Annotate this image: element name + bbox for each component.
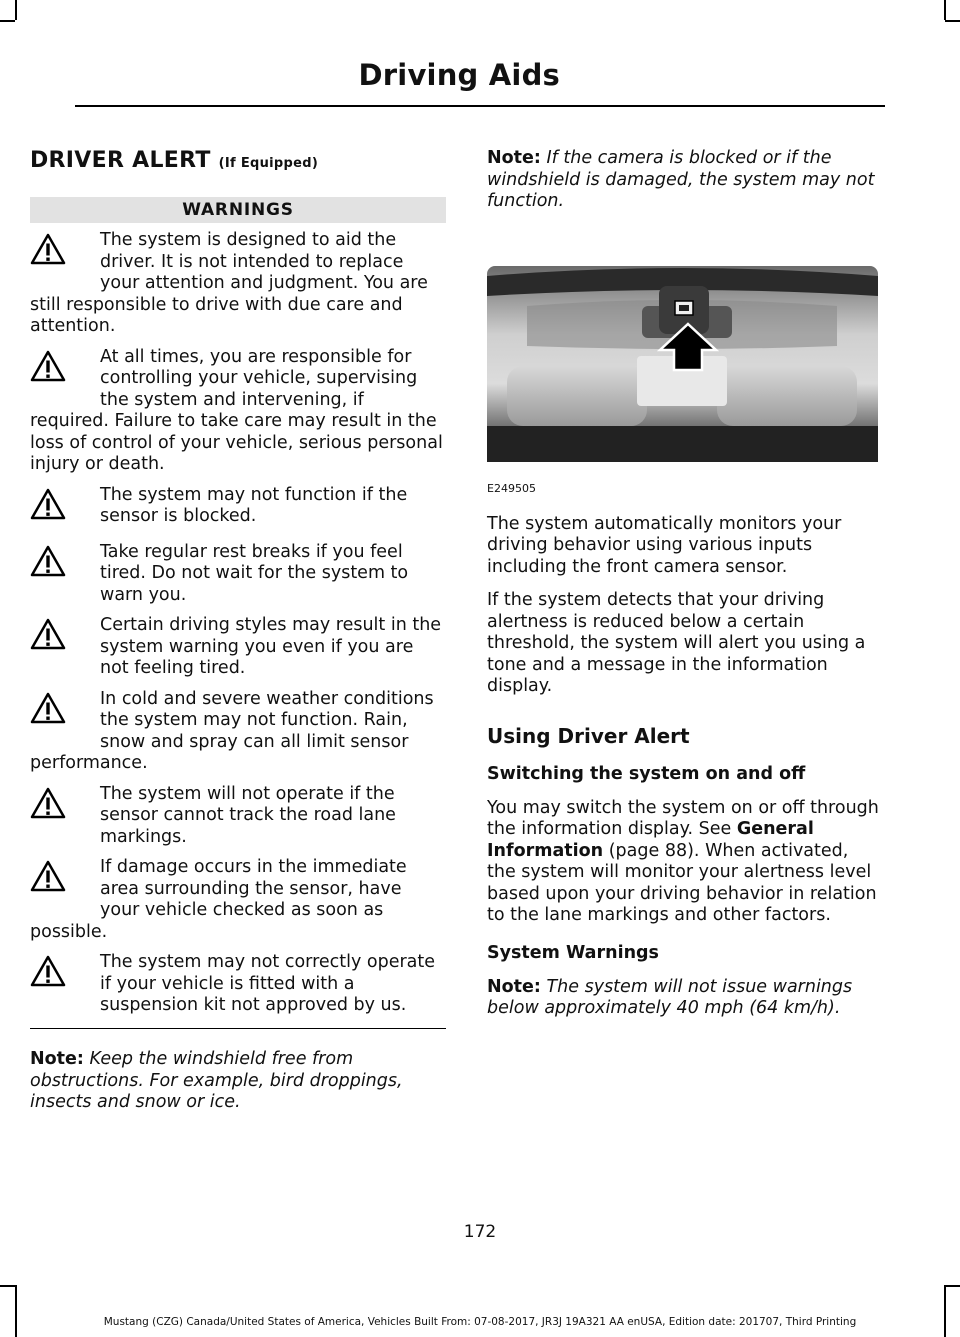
note-text: The system will not issue warnings below approximately 40 mph (64 km/h). [487, 976, 853, 1018]
general-information-link[interactable]: General Information [487, 819, 814, 861]
system-warnings-subheading: System Warnings [487, 942, 659, 963]
warning-item [30, 542, 446, 607]
left-column [30, 140, 446, 1114]
figure-code: E249505 [487, 481, 536, 495]
warning-item [30, 615, 446, 680]
crop-mark [15, 1285, 17, 1337]
right-column [487, 140, 882, 1020]
warnings-list [30, 230, 446, 1017]
paragraph-monitoring: The system automatically monitors your driving behavior using various inputs including the front camera sensor. [487, 513, 842, 577]
warnings-heading: WARNINGS [30, 197, 446, 223]
switching-subheading: Switching the system on and off [487, 763, 806, 784]
note-windshield [30, 1049, 446, 1114]
paragraph-alertness: If the system detects that your driving alertness is reduced below a certain threshold, the system will alert you using a tone and a message in the information display. [487, 590, 866, 696]
warning-text: In cold and severe weather conditions the system may not function. Rain, snow and spray can all limit sensor performance. [30, 688, 434, 773]
warning-triangle-icon [30, 615, 100, 677]
crop-mark [944, 1285, 946, 1337]
crop-mark [0, 20, 15, 22]
note-text: Keep the windshield free from obstructions. For example, bird droppings, insects and snow or ice. [30, 1049, 403, 1112]
warning-text: The system will not operate if the sensor cannot track the road lane markings. [100, 783, 396, 847]
warning-item [30, 485, 446, 533]
warning-triangle-icon [30, 952, 100, 1014]
warning-item [30, 689, 446, 775]
note-speed [487, 977, 882, 1020]
note-camera [487, 148, 882, 213]
warning-triangle-icon [30, 542, 100, 604]
note-label: Note: [487, 148, 541, 168]
warning-item [30, 952, 446, 1017]
crop-mark [944, 0, 946, 20]
page-number: 172 [463, 1222, 497, 1242]
header-rule [75, 105, 885, 107]
warning-triangle-icon [30, 857, 100, 919]
section-title [30, 148, 446, 173]
warning-triangle-icon [30, 347, 100, 409]
warning-item [30, 230, 446, 338]
crop-mark [945, 20, 960, 22]
warning-triangle-icon [30, 784, 100, 846]
warning-text: Take regular rest breaks if you feel tired. Do not wait for the system to warn you. [100, 541, 409, 605]
warning-triangle-icon [30, 230, 100, 292]
crop-mark [0, 1285, 15, 1287]
warning-item [30, 857, 446, 943]
warning-text: The system may not function if the sensor is blocked. [100, 484, 408, 526]
warning-text: At all times, you are responsible for controlling your vehicle, supervising the system and intervening, if required. Failure to take care may result in the loss of control of your vehicle, serious personal injury or death. [30, 346, 443, 474]
crop-mark [945, 1285, 960, 1287]
using-heading: Using Driver Alert [487, 723, 690, 748]
paragraph-switching [487, 798, 882, 927]
note-label: Note: [30, 1049, 84, 1069]
section-title-text: DRIVER ALERT [30, 148, 211, 173]
warning-item [30, 784, 446, 849]
note-text: If the camera is blocked or if the windshield is damaged, the system may not function. [487, 148, 875, 211]
footer-text: Mustang (CZG) Canada/United States of America, Vehicles Built From: 07-08-2017, JR3J 19A321 AA enUSA, Edition date: 201707, Third Printing [103, 1316, 857, 1328]
windshield-camera-image [487, 266, 878, 462]
warning-triangle-icon [30, 689, 100, 751]
crop-mark [15, 0, 17, 20]
warning-text: Certain driving styles may result in the system warning you even if you are not feeling tired. [100, 615, 442, 678]
warning-text: The system may not correctly operate if your vehicle is fitted with a suspension kit not approved by us. [100, 952, 436, 1015]
warning-item [30, 347, 446, 476]
switching-text: You may switch the system on or off through the information display. See [487, 797, 879, 839]
note-label: Note: [487, 976, 541, 997]
warning-text: The system is designed to aid the driver. It is not intended to replace your attention and judgment. You are still responsible to drive with due care and attention. [30, 230, 428, 336]
page-reference: (page 88). [608, 840, 700, 861]
warning-text: If damage occurs in the immediate area surrounding the sensor, have your vehicle checked as soon as possible. [30, 857, 407, 942]
warning-triangle-icon [30, 485, 100, 533]
page-header-title: Driving Aids [358, 58, 560, 92]
switching-text-after: When activated, the system will monitor your alertness level based upon your driving behavior in relation to the lane markings and other factors. [487, 840, 877, 925]
warnings-end-rule [30, 1028, 446, 1030]
camera-figure [487, 266, 882, 495]
section-qualifier: (If Equipped) [218, 156, 319, 171]
